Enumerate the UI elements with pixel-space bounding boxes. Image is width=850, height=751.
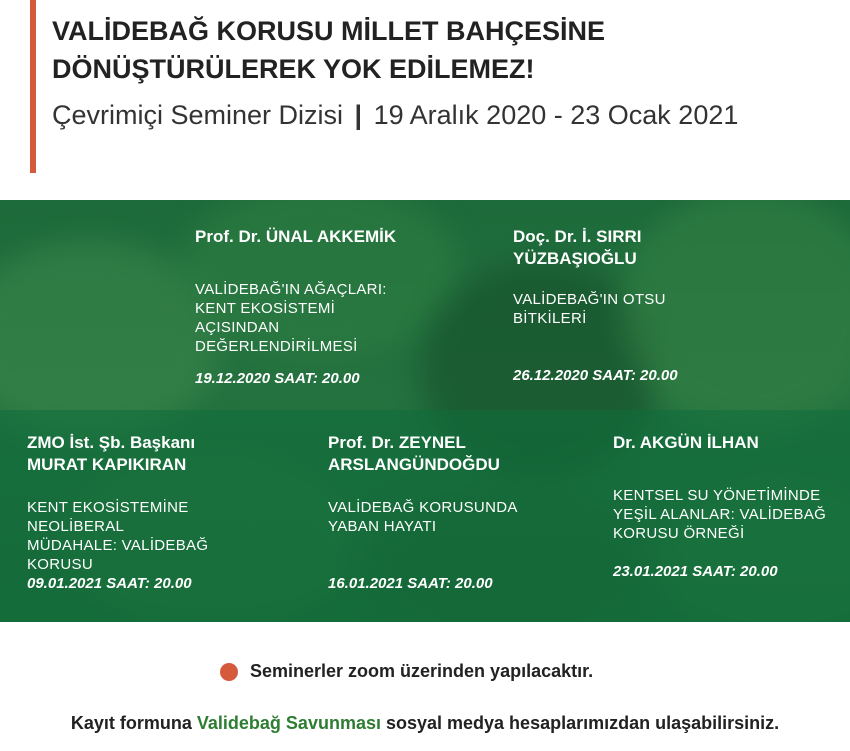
- seminar-1: [195, 226, 475, 389]
- note-text: Seminerler zoom üzerinden yapılacaktır.: [250, 661, 594, 681]
- speaker-name: Prof. Dr. ÜNAL AKKEMİK: [195, 227, 397, 246]
- topic: KENTSEL SU YÖNETİMİNDE YEŞİL ALANLAR: VALİDEBAĞ KORUSU ÖRNEĞİ: [613, 487, 827, 542]
- seminar-4: [328, 432, 588, 594]
- accent-bar: [30, 0, 36, 173]
- seminar-date: 09.01.2021 SAAT: 20.00: [27, 575, 192, 592]
- topic: VALİDEBAĞ KORUSUNDA YABAN HAYATI: [328, 499, 518, 535]
- title-line-2: DÖNÜŞTÜRÜLEREK YOK EDİLEMEZ!: [52, 54, 535, 84]
- topic: VALİDEBAĞ'IN AĞAÇLARI: KENT EKOSİSTEMİ AÇISINDAN DEĞERLENDİRİLMESİ: [195, 281, 387, 355]
- footer-before: Kayıt formuna: [70, 713, 192, 733]
- seminar-date: 26.12.2020 SAAT: 20.00: [513, 367, 678, 384]
- title-line-1: VALİDEBAĞ KORUSU MİLLET BAHÇESİNE: [52, 16, 606, 46]
- footer-after: sosyal medya hesaplarımızdan ulaşabilirsiniz.: [385, 713, 780, 733]
- speaker-name: Doç. Dr. İ. SIRRI YÜZBAŞIOĞLU: [513, 227, 642, 268]
- speaker-name: ZMO İst. Şb. Başkanı MURAT KAPIKIRAN: [27, 433, 196, 474]
- validebag-savunmasi-link[interactable]: Validebağ Savunması: [196, 713, 381, 733]
- seminar-date: 19.12.2020 SAAT: 20.00: [195, 370, 360, 387]
- seminar-date: 16.01.2021 SAAT: 20.00: [328, 575, 493, 592]
- registration-footer: [0, 713, 850, 734]
- topic: VALİDEBAĞ'IN OTSU BİTKİLERİ: [513, 291, 666, 327]
- seminar-2: [513, 226, 793, 386]
- bullet-icon: [220, 663, 238, 681]
- series-name: Çevrimiçi Seminer Dizisi: [52, 100, 344, 130]
- forest-banner: [0, 200, 850, 622]
- seminar-3: [27, 432, 277, 594]
- page-title: [52, 12, 605, 88]
- speaker-name: Dr. AKGÜN İLHAN: [613, 433, 759, 452]
- subtitle: [52, 100, 738, 131]
- separator: |: [354, 100, 363, 130]
- seminar-date: 23.01.2021 SAAT: 20.00: [613, 563, 778, 580]
- topic: KENT EKOSİSTEMİNE NEOLİBERAL MÜDAHALE: VALİDEBAĞ KORUSU: [27, 499, 209, 573]
- date-range: 19 Aralık 2020 - 23 Ocak 2021: [373, 100, 739, 130]
- seminar-5: [613, 432, 843, 582]
- speaker-name: Prof. Dr. ZEYNEL ARSLANGÜNDOĞDU: [328, 433, 500, 474]
- zoom-note: [220, 661, 593, 682]
